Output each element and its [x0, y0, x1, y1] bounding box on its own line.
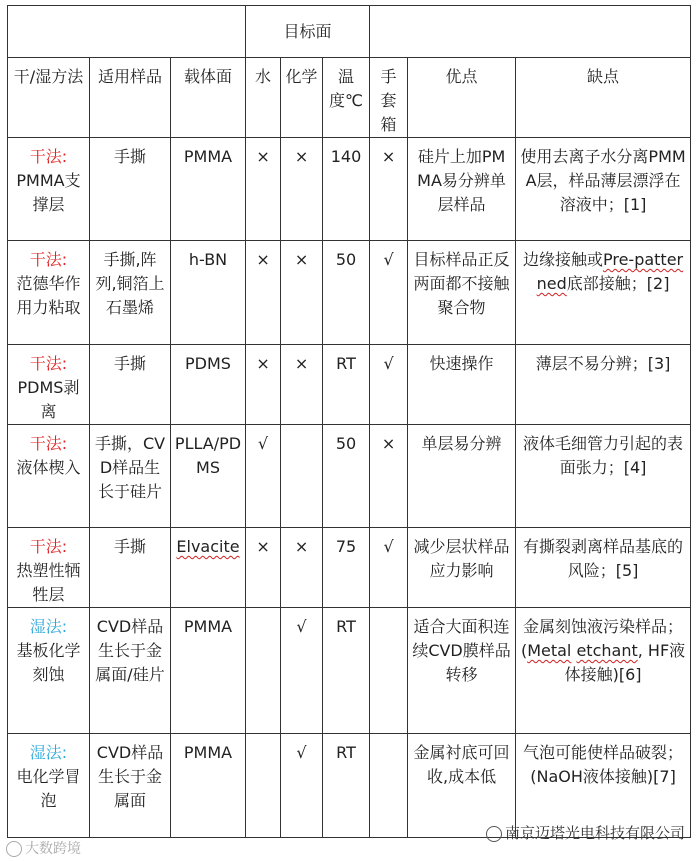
- method-cell: [8, 138, 90, 241]
- wet-method-label: 湿法:: [29, 743, 68, 762]
- pros-cell: 单层易分辨: [408, 425, 516, 528]
- cons-cell: 气泡可能使样品破裂；(NaOH液体接触)[7]: [516, 734, 691, 838]
- chem-header: 化学: [281, 58, 323, 138]
- target-surface-header: 目标面: [246, 6, 370, 58]
- pros-cell: 目标样品正反两面都不接触聚合物: [408, 241, 516, 345]
- cons-text: , HF液体接触)[6]: [564, 641, 686, 684]
- water-cell: [246, 608, 281, 734]
- cons-cell: 液体毛细管力引起的表面张力；[4]: [516, 425, 691, 528]
- method-name: 电化学冒泡: [16, 767, 81, 810]
- cons-cell: 有撕裂剥离样品基底的风险；[5]: [516, 528, 691, 608]
- dry-method-label: 干法:: [29, 250, 68, 269]
- dry-method-label: 干法:: [29, 537, 68, 556]
- chem-cell: [281, 425, 323, 528]
- samples-cell: 手撕，CVD样品生长于硅片: [90, 425, 171, 528]
- carrier-cell: h-BN: [171, 241, 246, 345]
- carrier-cell: PMMA: [171, 608, 246, 734]
- cons-cell: [516, 241, 691, 345]
- method-cell: [8, 608, 90, 734]
- cons-text: 底部接触；[2]: [566, 274, 670, 293]
- samples-cell: 手撕: [90, 528, 171, 608]
- footer: [0, 818, 697, 861]
- header-row: [8, 58, 691, 138]
- temp-cell: RT: [323, 608, 370, 734]
- water-cell: √: [246, 425, 281, 528]
- chem-cell: ×: [281, 528, 323, 608]
- table-row: [8, 138, 691, 241]
- method-name: 液体楔入: [16, 458, 81, 477]
- glovebox-cell: √: [370, 241, 408, 345]
- samples-cell: 手撕,阵列,铜箔上石墨烯: [90, 241, 171, 345]
- cons-cell: [516, 608, 691, 734]
- temp-cell: RT: [323, 345, 370, 425]
- glovebox-cell: √: [370, 528, 408, 608]
- method-name: PMMA支撑层: [16, 171, 81, 214]
- cons-text: 金属刻蚀液污染样品；(: [520, 617, 684, 660]
- watermark-right-text: 南京迈塔光电科技有限公司: [504, 824, 685, 842]
- spellcheck-underlined-term: etchant: [576, 641, 638, 660]
- watermark-left-text: 大数跨境: [25, 841, 81, 857]
- water-cell: ×: [246, 241, 281, 345]
- transfer-methods-table: [7, 5, 691, 838]
- spellcheck-underlined-term: Metal: [527, 641, 572, 660]
- header-row-top: [8, 6, 691, 58]
- glovebox-cell: √: [370, 345, 408, 425]
- carrier-cell: [171, 528, 246, 608]
- glovebox-header: 手套箱: [370, 58, 408, 138]
- carrier-cell: PMMA: [171, 734, 246, 838]
- method-cell: [8, 528, 90, 608]
- water-cell: ×: [246, 345, 281, 425]
- water-cell: ×: [246, 138, 281, 241]
- temp-cell: 140: [323, 138, 370, 241]
- carrier-cell: PDMS: [171, 345, 246, 425]
- cons-cell: 薄层不易分辨；[3]: [516, 345, 691, 425]
- samples-cell: CVD样品生长于金属面: [90, 734, 171, 838]
- table-row: [8, 241, 691, 345]
- spellcheck-underlined-term: Pre-patterned: [536, 250, 684, 293]
- dry-method-label: 干法:: [29, 147, 68, 166]
- pros-cell: 减少层状样品应力影响: [408, 528, 516, 608]
- chem-cell: √: [281, 608, 323, 734]
- temp-cell: 75: [323, 528, 370, 608]
- carrier-name: Elvacite: [176, 537, 240, 556]
- method-cell: [8, 345, 90, 425]
- chem-cell: ×: [281, 241, 323, 345]
- carrier-cell: PMMA: [171, 138, 246, 241]
- pros-cell: 适合大面积连续CVD膜样品转移: [408, 608, 516, 734]
- method-header: 干/湿方法: [8, 58, 90, 138]
- dry-method-label: 干法:: [29, 434, 68, 453]
- glovebox-cell: ×: [370, 425, 408, 528]
- pros-cell: 金属衬底可回收,成本低: [408, 734, 516, 838]
- method-cell: [8, 241, 90, 345]
- dry-method-label: 干法:: [29, 354, 68, 373]
- watermark-logo-icon: [6, 841, 22, 857]
- watermark-right: [486, 822, 685, 843]
- wet-method-label: 湿法:: [29, 617, 68, 636]
- cons-header: 缺点: [516, 58, 691, 138]
- glovebox-cell: [370, 608, 408, 734]
- method-name: 热塑性牺牲层: [16, 561, 81, 604]
- carrier-header: 载体面: [171, 58, 246, 138]
- chem-cell: ×: [281, 138, 323, 241]
- table-row: [8, 608, 691, 734]
- table-row: [8, 425, 691, 528]
- samples-cell: CVD样品生长于金属面/硅片: [90, 608, 171, 734]
- pros-cell: 快速操作: [408, 345, 516, 425]
- method-name: PDMS剥离: [17, 378, 80, 421]
- method-name: 范德华作用力粘取: [16, 274, 81, 317]
- table-row: [8, 345, 691, 425]
- header-blank: [370, 6, 691, 58]
- pros-cell: 硅片上加PMMA易分辨单层样品: [408, 138, 516, 241]
- wechat-icon: [486, 826, 502, 842]
- method-name: 基板化学刻蚀: [16, 641, 81, 684]
- cons-text: 边缘接触或: [522, 250, 603, 269]
- table-row: [8, 528, 691, 608]
- method-cell: [8, 425, 90, 528]
- water-header: 水: [246, 58, 281, 138]
- chem-cell: √: [281, 734, 323, 838]
- samples-cell: 手撕: [90, 138, 171, 241]
- watermark-left: [6, 838, 81, 858]
- cons-cell: 使用去离子水分离PMMA层，样品薄层漂浮在溶液中；[1]: [516, 138, 691, 241]
- header-blank: [8, 6, 246, 58]
- temp-header: 温度℃: [323, 58, 370, 138]
- samples-header: 适用样品: [90, 58, 171, 138]
- temp-cell: RT: [323, 734, 370, 838]
- water-cell: ×: [246, 528, 281, 608]
- glovebox-cell: ×: [370, 138, 408, 241]
- pros-header: 优点: [408, 58, 516, 138]
- temp-cell: 50: [323, 241, 370, 345]
- chem-cell: ×: [281, 345, 323, 425]
- carrier-cell: PLLA/PDMS: [171, 425, 246, 528]
- temp-cell: 50: [323, 425, 370, 528]
- samples-cell: 手撕: [90, 345, 171, 425]
